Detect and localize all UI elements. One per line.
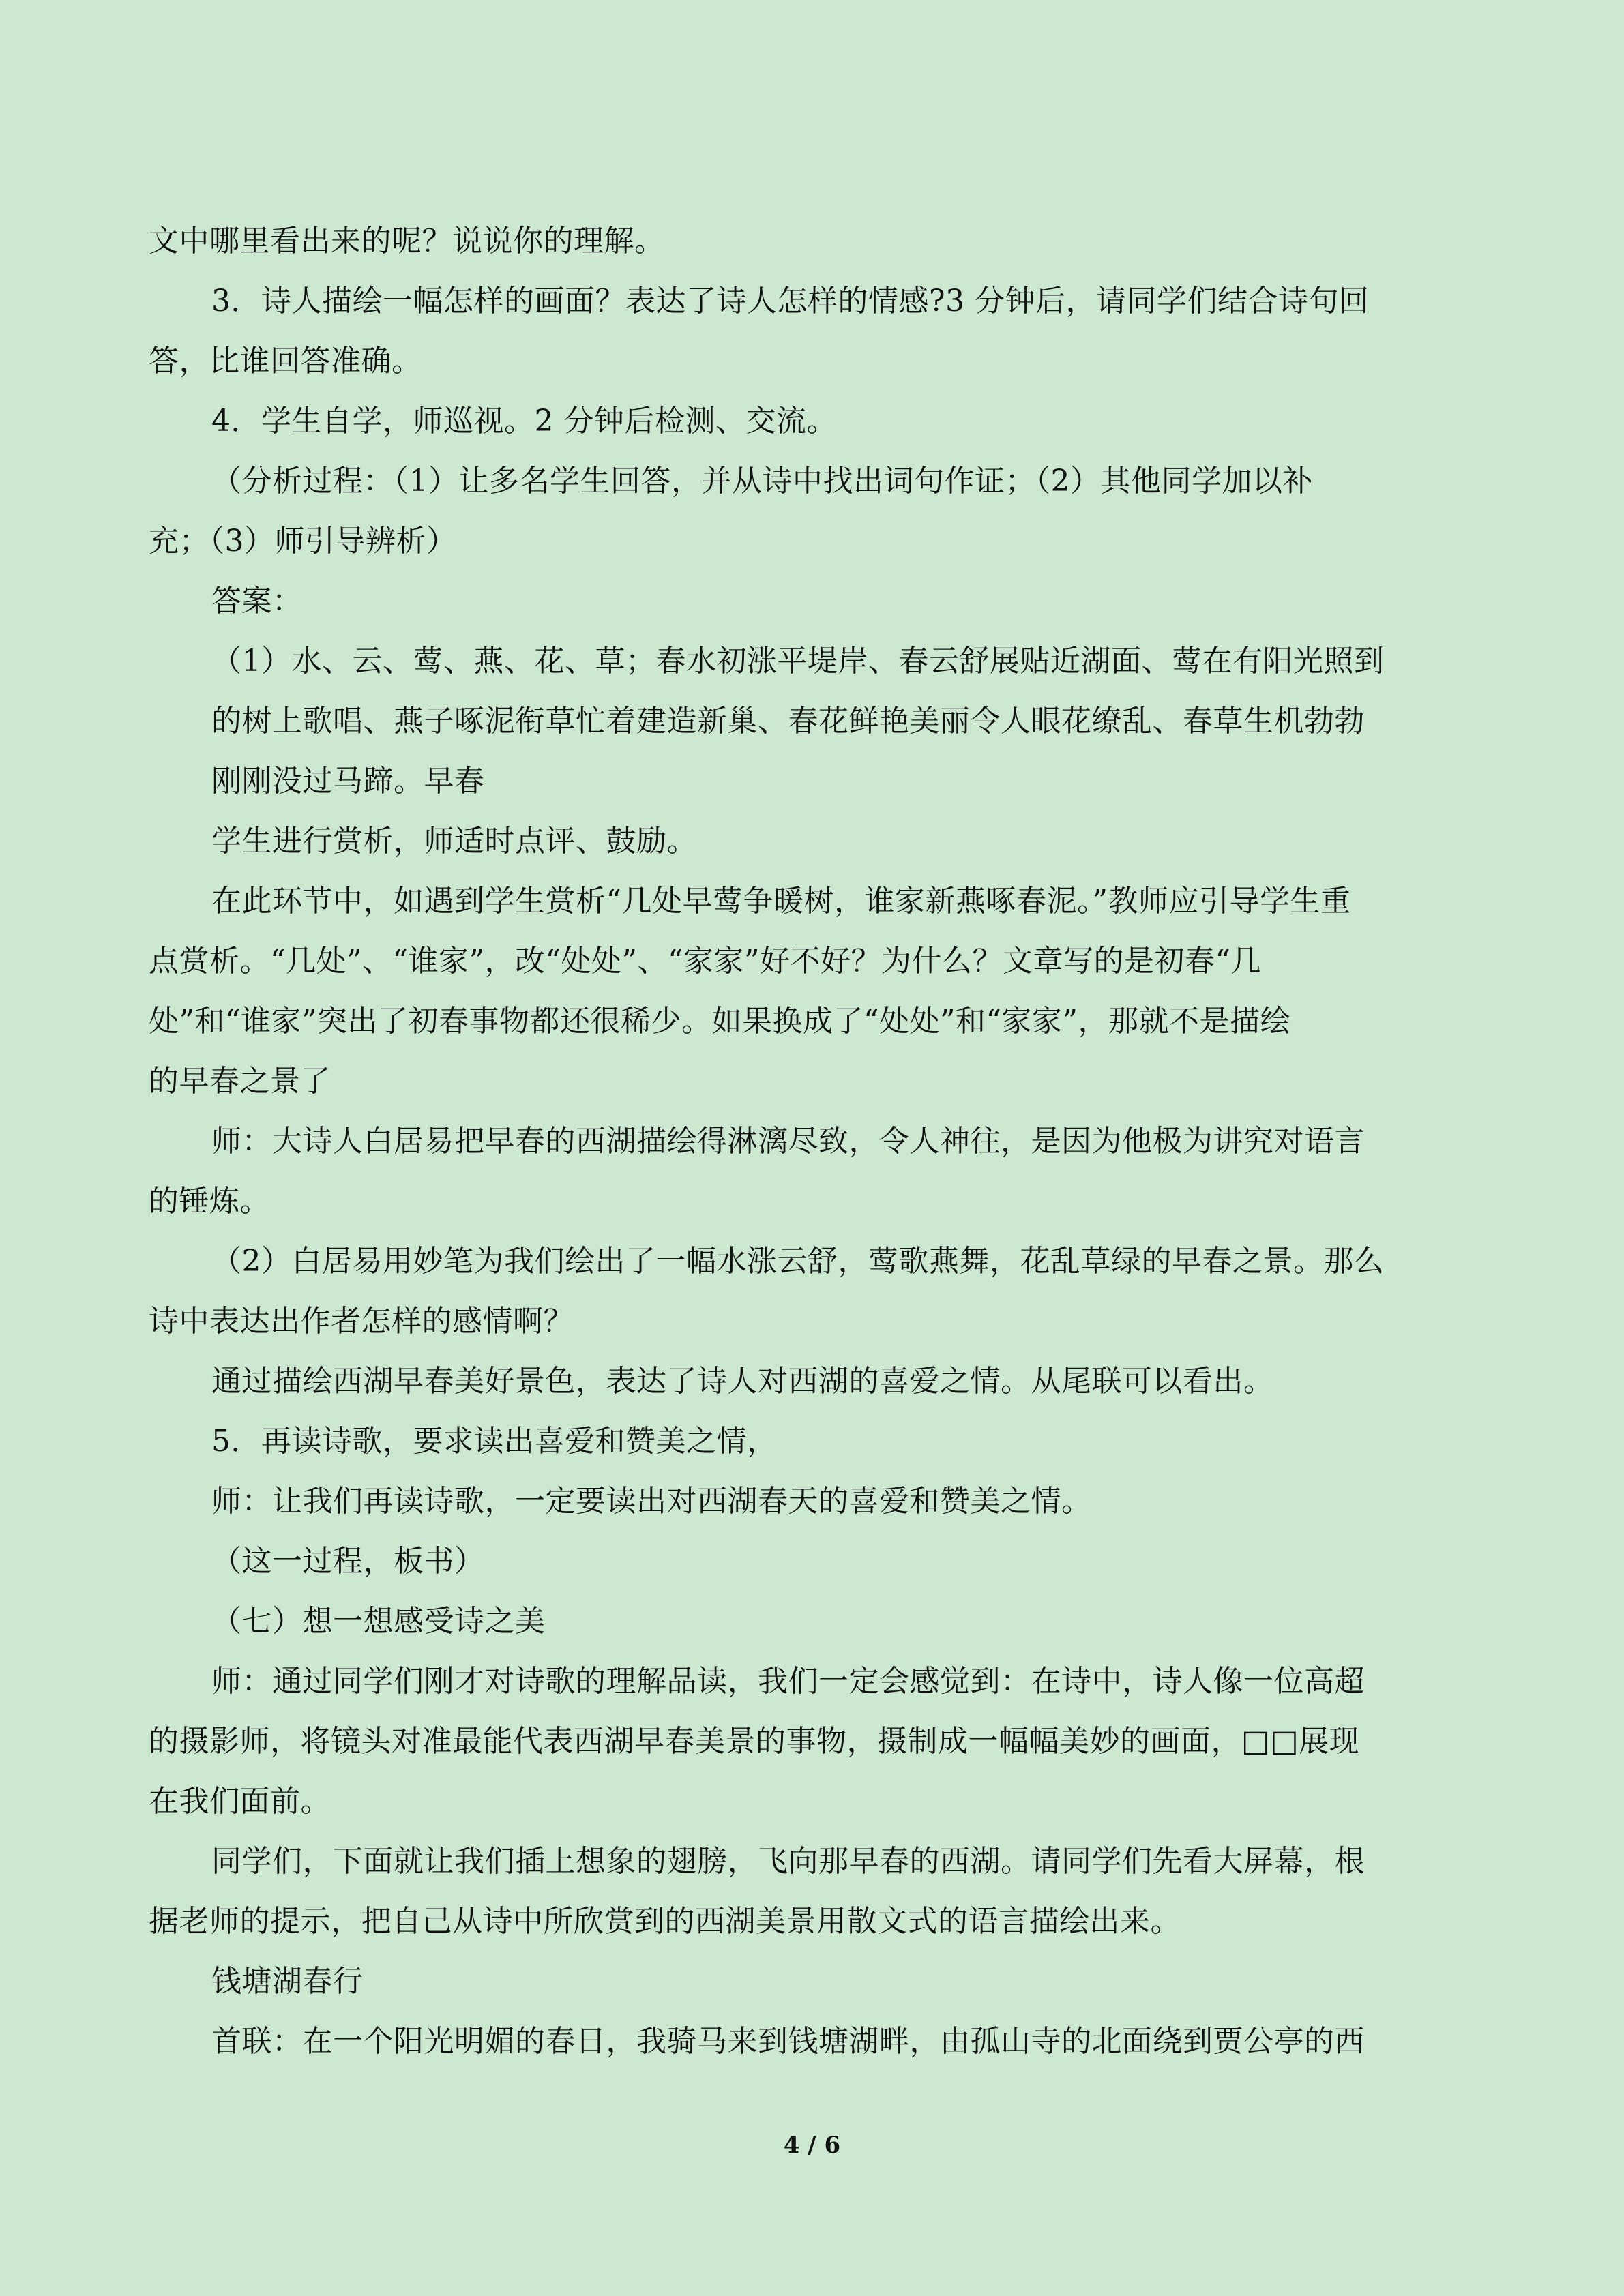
text-line: 诗中表达出作者怎样的感情啊？ [149,1304,574,1339]
text-line: 首联：在一个阳光明媚的春日，我骑马来到钱塘湖畔，由孤山寺的北面绕到贾公亭的西 [211,2024,1365,2059]
page-number: 4 / 6 [783,2132,841,2159]
text-line: 点赏析。“几处”、“谁家”，改“处处”、“家家”好不好？为什么？文章写的是初春“几 [149,944,1261,979]
text-line: 充；（3）师引导辨析） [149,524,457,558]
text-line: （七）想一想感受诗之美 [211,1604,546,1639]
text-line: 答，比谁回答准确。 [149,344,422,378]
text-line: 在我们面前。 [149,1784,331,1819]
text-line: 学生进行赏析，师适时点评、鼓励。 [211,824,697,859]
text-line: 的摄影师，将镜头对准最能代表西湖早春美景的事物，摄制成一幅幅美妙的画面，□□展现 [149,1724,1360,1759]
text-line: 4．学生自学，师巡视。2 分钟后检测、交流。 [211,404,837,438]
text-line: 刚刚没过马蹄。早春 [211,764,485,799]
text-line: 文中哪里看出来的呢？说说你的理解。 [149,224,665,258]
text-line: 同学们，下面就让我们插上想象的翅膀，飞向那早春的西湖。请同学们先看大屏幕，根 [211,1844,1365,1879]
text-line: 处”和“谁家”突出了初春事物都还很稀少。如果换成了“处处”和“家家”，那就不是描绘 [149,1004,1290,1039]
text-line: 的锤炼。 [149,1184,270,1219]
text-line: 据老师的提示，把自己从诗中所欣赏到的西湖美景用散文式的语言描绘出来。 [149,1904,1181,1939]
text-line: （分析过程：（1）让多名学生回答，并从诗中找出词句作证；（2）其他同学加以补 [211,464,1313,498]
text-line: 通过描绘西湖早春美好景色，表达了诗人对西湖的喜爱之情。从尾联可以看出。 [211,1364,1274,1399]
text-line: 的树上歌唱、燕子啄泥衔草忙着建造新巢、春花鲜艳美丽令人眼花缭乱、春草生机勃勃 [211,704,1365,739]
text-line: 师：让我们再读诗歌，一定要读出对西湖春天的喜爱和赞美之情。 [211,1484,1092,1519]
text-line: （这一过程，板书） [211,1544,485,1579]
text-line: 5．再读诗歌，要求读出喜爱和赞美之情， [211,1424,778,1459]
text-line: 师：大诗人白居易把早春的西湖描绘得淋漓尽致，令人神往，是因为他极为讲究对语言 [211,1124,1365,1159]
text-line: 师：通过同学们刚才对诗歌的理解品读，我们一定会感觉到：在诗中，诗人像一位高超 [211,1664,1365,1699]
text-line: 在此环节中，如遇到学生赏析“几处早莺争暖树，谁家新燕啄春泥。”教师应引导学生重 [211,884,1351,919]
text-line: （1）水、云、莺、燕、花、草；春水初涨平堤岸、春云舒展贴近湖面、莺在有阳光照到 [211,644,1385,679]
text-line: 3．诗人描绘一幅怎样的画面？表达了诗人怎样的情感?3 分钟后，请同学们结合诗句回 [211,284,1370,318]
text-line: 的早春之景了 [149,1064,331,1099]
text-line: 答案： [211,584,303,618]
text-line: 钱塘湖春行 [211,1964,364,1999]
text-line: （2）白居易用妙笔为我们绘出了一幅水涨云舒，莺歌燕舞，花乱草绿的早春之景。那么 [211,1244,1385,1279]
